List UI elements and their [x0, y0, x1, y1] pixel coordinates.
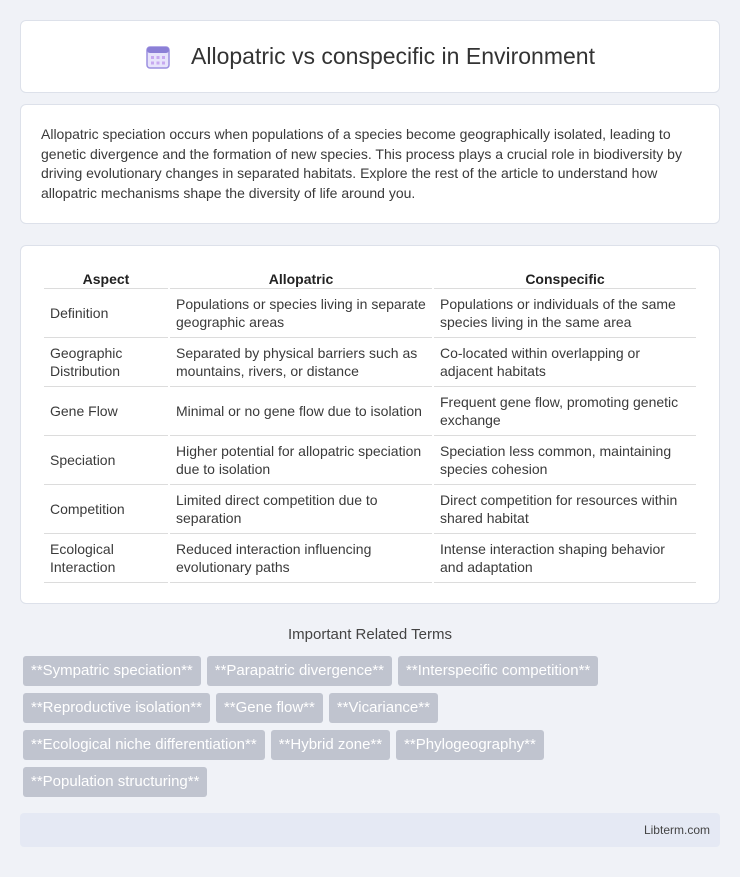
header-aspect: Aspect	[82, 271, 130, 287]
cell-conspecific: Populations or individuals of the same species living in the same area	[434, 288, 696, 337]
header-conspecific: Conspecific	[525, 271, 605, 287]
cell-aspect: Gene Flow	[44, 386, 168, 435]
table-row	[44, 533, 696, 583]
table-row	[44, 386, 696, 435]
related-term-tag[interactable]: **Phylogeography**	[396, 730, 544, 760]
cell-conspecific: Co-located within overlapping or adjacent habitats	[434, 337, 696, 386]
cell-aspect: Ecological Interaction	[44, 533, 168, 583]
related-term-tag[interactable]: **Sympatric speciation**	[23, 656, 201, 686]
cell-allopatric: Limited direct competition due to separation	[170, 484, 432, 533]
table-row	[44, 337, 696, 386]
cell-conspecific: Speciation less common, maintaining species cohesion	[434, 435, 696, 484]
cell-aspect: Competition	[44, 484, 168, 533]
cell-aspect: Definition	[44, 288, 168, 337]
table-row	[44, 288, 696, 337]
cell-allopatric: Minimal or no gene flow due to isolation	[170, 386, 432, 435]
footer	[20, 813, 720, 847]
related-term-tag[interactable]: **Vicariance**	[329, 693, 438, 723]
header-card	[20, 20, 720, 93]
related-term-tag[interactable]: **Gene flow**	[216, 693, 323, 723]
intro-card	[20, 104, 720, 224]
footer-site-link[interactable]: Libterm.com	[643, 823, 710, 837]
related-term-tag[interactable]: **Ecological niche differentiation**	[23, 730, 265, 760]
cell-conspecific: Intense interaction shaping behavior and adaptation	[434, 533, 696, 583]
cell-allopatric: Higher potential for allopatric speciation due to isolation	[170, 435, 432, 484]
comparison-table-card	[20, 245, 720, 604]
cell-aspect: Speciation	[44, 435, 168, 484]
table-row	[44, 484, 696, 533]
calendar-icon	[145, 44, 171, 70]
cell-allopatric: Reduced interaction influencing evolutionary paths	[170, 533, 432, 583]
header-allopatric: Allopatric	[268, 271, 334, 287]
table-header-row	[44, 266, 696, 288]
cell-conspecific: Direct competition for resources within shared habitat	[434, 484, 696, 533]
cell-aspect: Geographic Distribution	[44, 337, 168, 386]
related-terms-list	[20, 656, 680, 797]
cell-allopatric: Separated by physical barriers such as mountains, rivers, or distance	[170, 337, 432, 386]
table-row	[44, 435, 696, 484]
cell-allopatric: Populations or species living in separate geographic areas	[170, 288, 432, 337]
page-title: Allopatric vs conspecific in Environment	[191, 43, 595, 69]
related-term-tag[interactable]: **Parapatric divergence**	[207, 656, 392, 686]
intro-text: Allopatric speciation occurs when populations of a species become geographically isolated, leading to genetic divergence and the formation of new species. This process plays a crucial role in biodiversity by driving evolutionary changes in separated habitats. Explore the rest of the article to understand how allopatric mechanisms shape the diversity of life around you.	[41, 126, 682, 201]
related-term-tag[interactable]: **Reproductive isolation**	[23, 693, 210, 723]
related-terms-title: Important Related Terms	[288, 626, 452, 643]
related-term-tag[interactable]: **Hybrid zone**	[271, 730, 390, 760]
comparison-table	[42, 266, 698, 583]
related-term-tag[interactable]: **Interspecific competition**	[398, 656, 598, 686]
related-term-tag[interactable]: **Population structuring**	[23, 767, 207, 797]
cell-conspecific: Frequent gene flow, promoting genetic exchange	[434, 386, 696, 435]
